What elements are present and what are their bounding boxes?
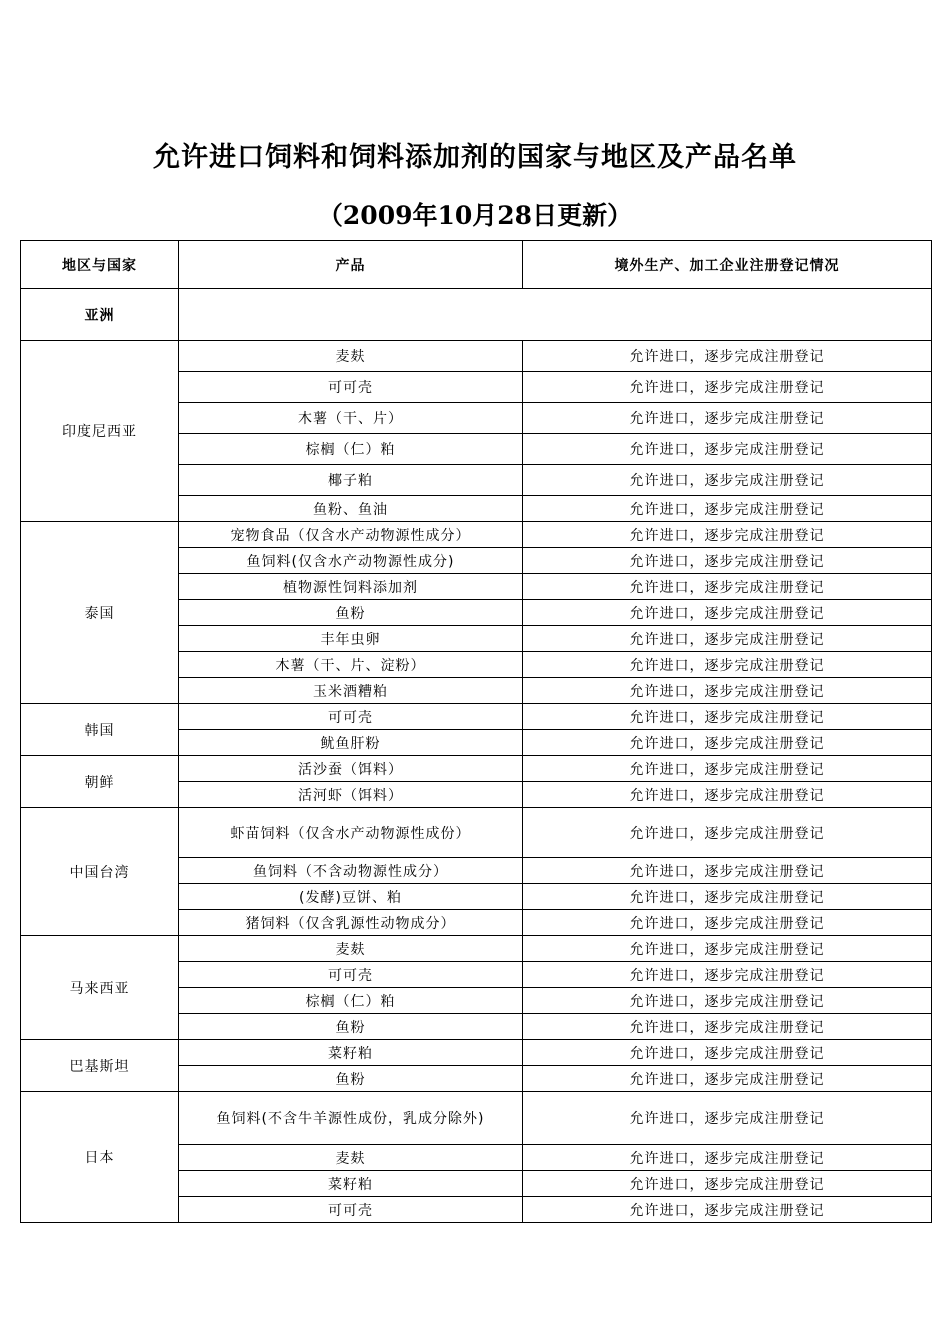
product-cell: (发酵)豆饼、粕	[179, 884, 523, 910]
registration-status-cell: 允许进口，逐步完成注册登记	[523, 782, 932, 808]
document-subtitle: （2009年10月28日更新）	[317, 201, 633, 230]
product-cell: 可可壳	[179, 1197, 523, 1223]
product-cell: 菜籽粕	[179, 1040, 523, 1066]
country-cell: 泰国	[21, 522, 179, 704]
registration-status-cell: 允许进口，逐步完成注册登记	[523, 962, 932, 988]
header-product: 产品	[179, 241, 523, 289]
table-row	[21, 704, 932, 730]
product-cell: 木薯（干、片、淀粉）	[179, 652, 523, 678]
table-row	[21, 1092, 932, 1145]
registration-status-cell: 允许进口，逐步完成注册登记	[523, 548, 932, 574]
product-cell: 木薯（干、片）	[179, 403, 523, 434]
registration-status-cell: 允许进口，逐步完成注册登记	[523, 341, 932, 372]
country-cell: 日本	[21, 1092, 179, 1223]
country-cell: 马来西亚	[21, 936, 179, 1040]
registration-status-cell: 允许进口，逐步完成注册登记	[523, 808, 932, 858]
table-row	[21, 756, 932, 782]
document-title: 允许进口饲料和饲料添加剂的国家与地区及产品名单	[153, 142, 797, 173]
country-cell: 巴基斯坦	[21, 1040, 179, 1092]
registration-status-cell: 允许进口，逐步完成注册登记	[523, 1014, 932, 1040]
registration-status-cell: 允许进口，逐步完成注册登记	[523, 1145, 932, 1171]
registration-status-cell: 允许进口，逐步完成注册登记	[523, 434, 932, 465]
registration-status-cell: 允许进口，逐步完成注册登记	[523, 574, 932, 600]
registration-status-cell: 允许进口，逐步完成注册登记	[523, 1197, 932, 1223]
registration-status-cell: 允许进口，逐步完成注册登记	[523, 496, 932, 522]
product-cell: 丰年虫卵	[179, 626, 523, 652]
registration-status-cell: 允许进口，逐步完成注册登记	[523, 1040, 932, 1066]
product-cell: 鱼饲料(不含牛羊源性成份，乳成分除外)	[179, 1092, 523, 1145]
product-cell: 麦麸	[179, 936, 523, 962]
continent-row	[21, 289, 932, 341]
registration-status-cell: 允许进口，逐步完成注册登记	[523, 465, 932, 496]
registration-status-cell: 允许进口，逐步完成注册登记	[523, 1171, 932, 1197]
registration-status-cell: 允许进口，逐步完成注册登记	[523, 704, 932, 730]
product-cell: 鱿鱼肝粉	[179, 730, 523, 756]
product-cell: 鱼饲料（不含动物源性成分）	[179, 858, 523, 884]
country-cell: 韩国	[21, 704, 179, 756]
registration-status-cell: 允许进口，逐步完成注册登记	[523, 730, 932, 756]
registration-status-cell: 允许进口，逐步完成注册登记	[523, 858, 932, 884]
product-cell: 植物源性饲料添加剂	[179, 574, 523, 600]
registration-status-cell: 允许进口，逐步完成注册登记	[523, 678, 932, 704]
product-table	[20, 240, 932, 1223]
registration-status-cell: 允许进口，逐步完成注册登记	[523, 403, 932, 434]
product-cell: 鱼粉	[179, 600, 523, 626]
product-cell: 可可壳	[179, 704, 523, 730]
product-cell: 玉米酒糟粕	[179, 678, 523, 704]
product-cell: 猪饲料（仅含乳源性动物成分）	[179, 910, 523, 936]
product-cell: 棕榈（仁）粕	[179, 434, 523, 465]
table-row	[21, 808, 932, 858]
registration-status-cell: 允许进口，逐步完成注册登记	[523, 652, 932, 678]
table-header-row	[21, 241, 932, 289]
product-cell: 椰子粕	[179, 465, 523, 496]
header-registration: 境外生产、加工企业注册登记情况	[523, 241, 932, 289]
header-region: 地区与国家	[21, 241, 179, 289]
product-cell: 鱼粉	[179, 1014, 523, 1040]
registration-status-cell: 允许进口，逐步完成注册登记	[523, 600, 932, 626]
product-cell: 菜籽粕	[179, 1171, 523, 1197]
product-cell: 虾苗饲料（仅含水产动物源性成份）	[179, 808, 523, 858]
country-cell: 印度尼西亚	[21, 341, 179, 522]
registration-status-cell: 允许进口，逐步完成注册登记	[523, 522, 932, 548]
country-cell: 中国台湾	[21, 808, 179, 936]
registration-status-cell: 允许进口，逐步完成注册登记	[523, 756, 932, 782]
registration-status-cell: 允许进口，逐步完成注册登记	[523, 884, 932, 910]
product-cell: 鱼饲料(仅含水产动物源性成分)	[179, 548, 523, 574]
registration-status-cell: 允许进口，逐步完成注册登记	[523, 988, 932, 1014]
country-cell: 朝鲜	[21, 756, 179, 808]
table-row	[21, 1040, 932, 1066]
table-row	[21, 936, 932, 962]
registration-status-cell: 允许进口，逐步完成注册登记	[523, 910, 932, 936]
registration-status-cell: 允许进口，逐步完成注册登记	[523, 1066, 932, 1092]
product-cell: 麦麸	[179, 1145, 523, 1171]
registration-status-cell: 允许进口，逐步完成注册登记	[523, 1092, 932, 1145]
registration-status-cell: 允许进口，逐步完成注册登记	[523, 936, 932, 962]
product-cell: 宠物食品（仅含水产动物源性成分）	[179, 522, 523, 548]
product-cell: 棕榈（仁）粕	[179, 988, 523, 1014]
product-cell: 可可壳	[179, 372, 523, 403]
continent-empty-cell	[179, 289, 932, 341]
table-row	[21, 522, 932, 548]
table-body	[21, 289, 932, 1223]
product-cell: 可可壳	[179, 962, 523, 988]
registration-status-cell: 允许进口，逐步完成注册登记	[523, 372, 932, 403]
product-cell: 活河虾（饵料）	[179, 782, 523, 808]
product-cell: 麦麸	[179, 341, 523, 372]
product-cell: 活沙蚕（饵料）	[179, 756, 523, 782]
table-row	[21, 341, 932, 372]
product-cell: 鱼粉、鱼油	[179, 496, 523, 522]
continent-label: 亚洲	[21, 289, 179, 341]
registration-status-cell: 允许进口，逐步完成注册登记	[523, 626, 932, 652]
product-cell: 鱼粉	[179, 1066, 523, 1092]
